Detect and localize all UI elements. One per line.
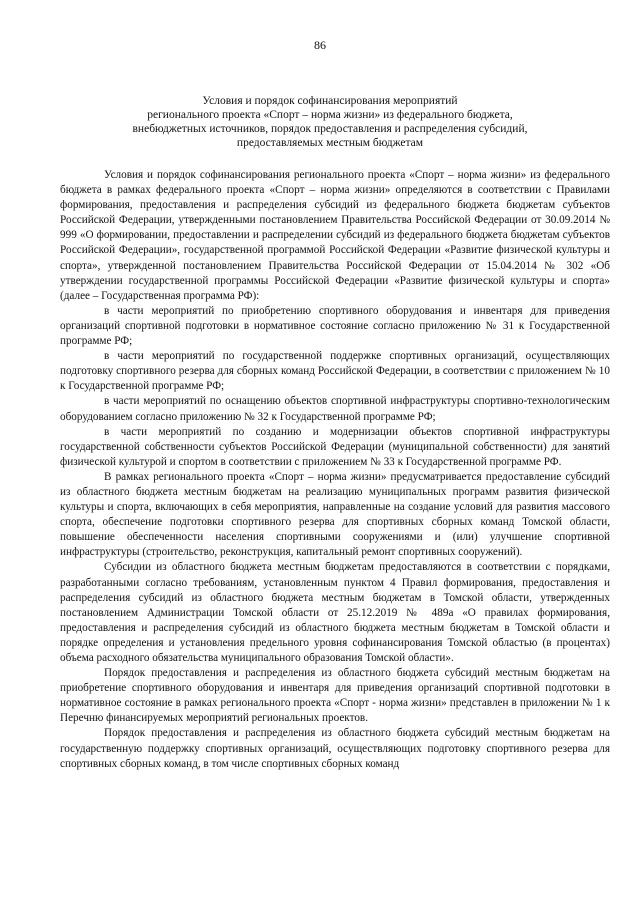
paragraph-intro: Условия и порядок софинансирования регионального проекта «Спорт – норма жизни» из федерального бюджета в рамках федерального проекта «Спорт – норма жизни» определяются в соответствии с Правилами формирования, предоставления и распределения субсидий из федерального бюджета бюджетам субъектов Российской Федерации, утвержденными постановлением Правительства Российской Федерации от 30.09.2014 № 999 «О формировании, предоставлении и распределении субсидий из федерального бюджета бюджетам субъектов Российской Федерации», государственной программой Российской Федерации «Развитие физической культуры и спорта», утвержденной постановлением Правительства Российской Федерации от 15.04.2014 № 302 «Об утверждении государственной программы Российской Федерации «Развитие физической культуры и спорта» (далее – Государственная программа РФ):	[60, 169, 610, 302]
paragraph-procedure-equipment: Порядок предоставления и распределения из областного бюджета субсидий местным бюджетам на приобретение спортивного оборудования и инвентаря для приведения организаций спортивной подготовки в нормативное состояние в рамках регионального проекта «Спорт - норма жизни» представлен в приложении № 1 к Перечню финансируемых мероприятий региональных проектов.	[60, 667, 610, 725]
paragraph-construction: в части мероприятий по созданию и модернизации объектов спортивной инфраструктуры государственной собственности субъектов Российской Федерации (муниципальной собственности) для занятий физической культурой и спортом в соответствии с приложением № 33 к Государственной программе РФ.	[60, 425, 610, 468]
paragraph-procedure-state-support: Порядок предоставления и распределения из областного бюджета субсидий местным бюджетам на государственную поддержку спортивных организаций, осуществляющих подготовку спортивного резерва для спортивных сборных команд, в том числе спортивных сборных команд	[60, 727, 610, 770]
page-number: 86	[314, 38, 326, 52]
paragraph-infrastructure-equipment: в части мероприятий по оснащению объектов спортивной инфраструктуры спортивно-технологическим оборудованием согласно приложению № 32 к Государственной программе РФ;	[60, 395, 610, 423]
paragraph-state-support: в части мероприятий по государственной поддержке спортивных организаций, осуществляющих подготовку спортивного резерва для сборных команд Российской Федерации, в соответствии с приложением № 10 к Государственной программе РФ;	[60, 350, 610, 393]
paragraph-equipment: в части мероприятий по приобретению спортивного оборудования и инвентаря для приведения организаций спортивной подготовки в нормативное состояние согласно приложению № 31 к Государственной программе РФ;	[60, 304, 610, 348]
paragraph-subsidy-rules: Субсидии из областного бюджета местным бюджетам предоставляются в соответствии с порядками, разработанными согласно требованиям, установленным пунктом 4 Правил формирования, предоставления и распределения субсидий из областного бюджета местным бюджетам в Томской области, утвержденных постановлением Администрации Томской области от 25.12.2019 № 489а «О правилах формирования, предоставления и распределения субсидий из областного бюджета местным бюджетам в Томской области и порядке определения и установления предельного уровня софинансирования Томской областью (в процентах) объема расходного обязательства муниципального образования Томской области».	[60, 561, 610, 664]
document-body	[60, 168, 610, 772]
title-line-1: Условия и порядок софинансирования мероприятий	[202, 95, 458, 107]
paragraph-regional-subsidies: В рамках регионального проекта «Спорт – норма жизни» предусматривается предоставление субсидий из областного бюджета местным бюджетам на реализацию муниципальных программ развития физической культуры и спорта, включающих в себя мероприятия, направленные на создание условий для развития массового спорта, обеспечение подготовки спортивного резерва для спортивных сборных команд Томской области, повышение обеспеченности населения спортивными сооружениями и (или) улучшение спортивной инфраструктуры (строительство, реконструкция, капитальный ремонт спортивных сооружений).	[60, 470, 610, 559]
title-line-4: предоставляемых местным бюджетам	[236, 137, 424, 149]
section-title	[60, 94, 600, 150]
title-line-2: регионального проекта «Спорт – норма жизни» из федерального бюджета,	[147, 109, 513, 121]
title-line-3: внебюджетных источников, порядок предоставления и распределения субсидий,	[132, 123, 528, 135]
